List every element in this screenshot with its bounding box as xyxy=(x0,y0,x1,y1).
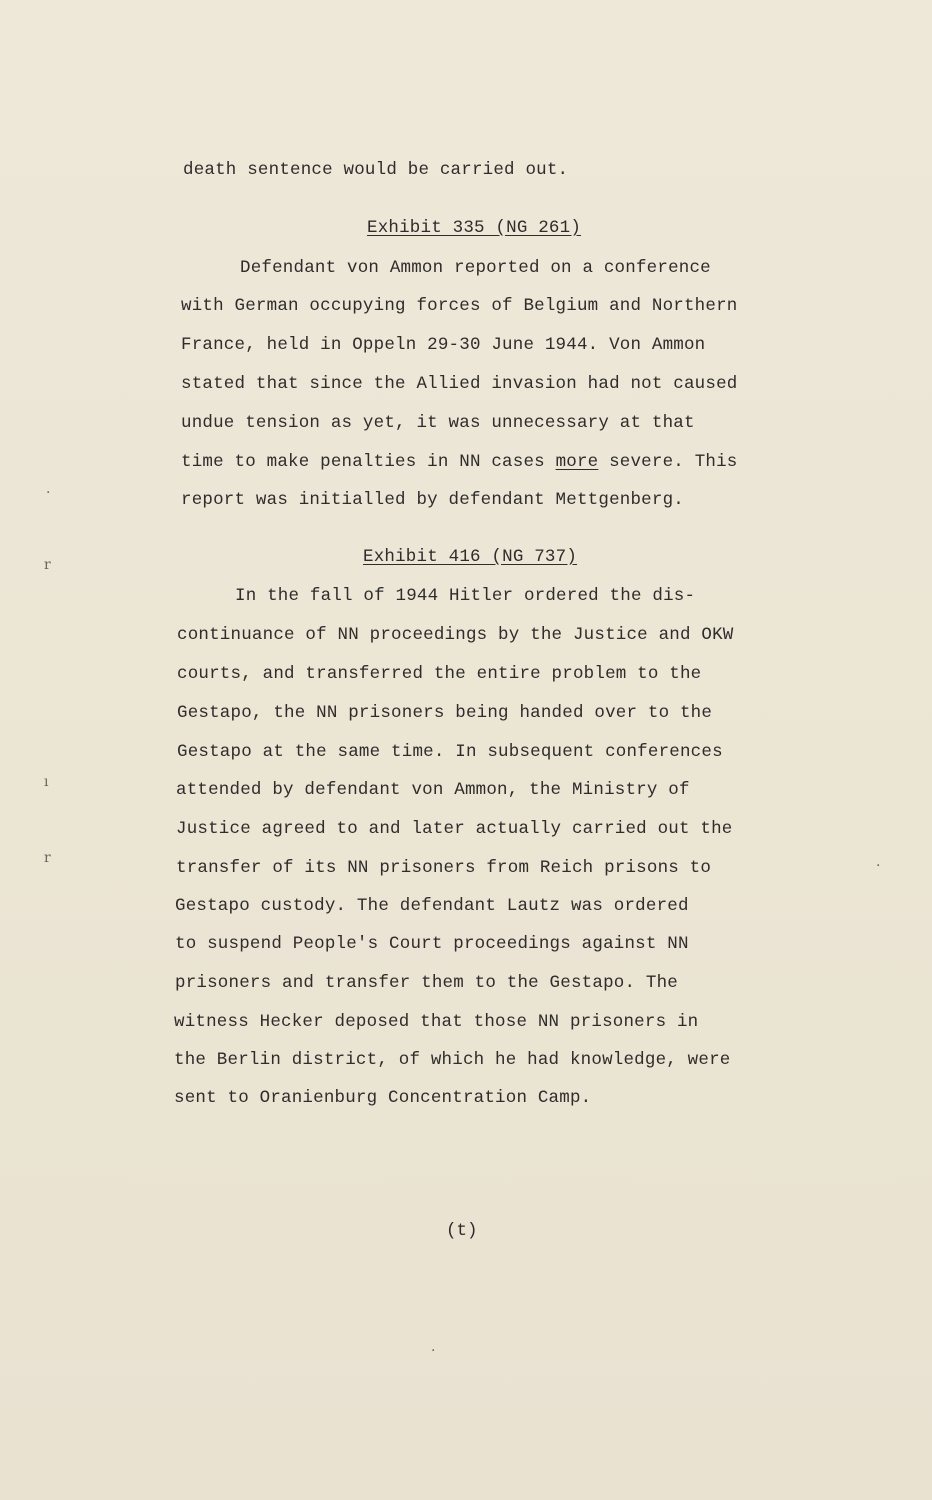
margin-tick-mark: · xyxy=(431,1343,436,1359)
body-line: with German occupying forces of Belgium and Northern xyxy=(181,296,738,316)
body-line: undue tension as yet, it was unnecessary at that xyxy=(181,413,695,433)
body-line: courts, and transferred the entire problem to the xyxy=(177,664,702,684)
body-line: stated that since the Allied invasion had not caused xyxy=(181,374,738,394)
section-heading-exhibit-335: Exhibit 335 (NG 261) xyxy=(367,218,582,238)
body-line: Defendant von Ammon reported on a conference xyxy=(240,258,711,278)
body-line: attended by defendant von Ammon, the Ministry of xyxy=(176,780,690,800)
body-line: Gestapo at the same time. In subsequent conferences xyxy=(177,742,723,762)
body-line: to suspend People's Court proceedings against NN xyxy=(175,934,689,954)
margin-tick-mark: r xyxy=(44,850,51,866)
text-after-emphasis: severe. This xyxy=(598,452,738,472)
text-before-emphasis: time to make penalties in NN cases xyxy=(181,452,556,472)
body-line: continuance of NN proceedings by the Justice and OKW xyxy=(177,625,734,645)
margin-tick-mark: · xyxy=(876,858,881,874)
body-line: the Berlin district, of which he had knowledge, were xyxy=(174,1050,731,1070)
section-heading-exhibit-416: Exhibit 416 (NG 737) xyxy=(363,547,578,567)
body-line xyxy=(181,452,738,472)
body-line: Gestapo, the NN prisoners being handed over to the xyxy=(177,703,713,723)
body-line: In the fall of 1944 Hitler ordered the dis- xyxy=(235,586,696,606)
body-line: witness Hecker deposed that those NN prisoners in xyxy=(174,1012,699,1032)
body-line: Justice agreed to and later actually carried out the xyxy=(176,819,733,839)
margin-tick-mark: r xyxy=(44,557,51,573)
margin-tick-mark: · xyxy=(46,485,51,501)
body-line: sent to Oranienburg Concentration Camp. xyxy=(174,1088,592,1108)
page-number: (t) xyxy=(446,1221,478,1241)
body-line: France, held in Oppeln 29-30 June 1944. Von Ammon xyxy=(181,335,706,355)
body-line: Gestapo custody. The defendant Lautz was ordered xyxy=(175,896,689,916)
body-line: prisoners and transfer them to the Gestapo. The xyxy=(175,973,678,993)
underlined-word: more xyxy=(555,452,599,472)
body-line: report was initialled by defendant Mettgenberg. xyxy=(181,490,684,510)
margin-tick-mark: ı xyxy=(44,774,49,790)
body-line: transfer of its NN prisoners from Reich prisons to xyxy=(176,858,712,878)
opening-line: death sentence would be carried out. xyxy=(183,160,569,180)
